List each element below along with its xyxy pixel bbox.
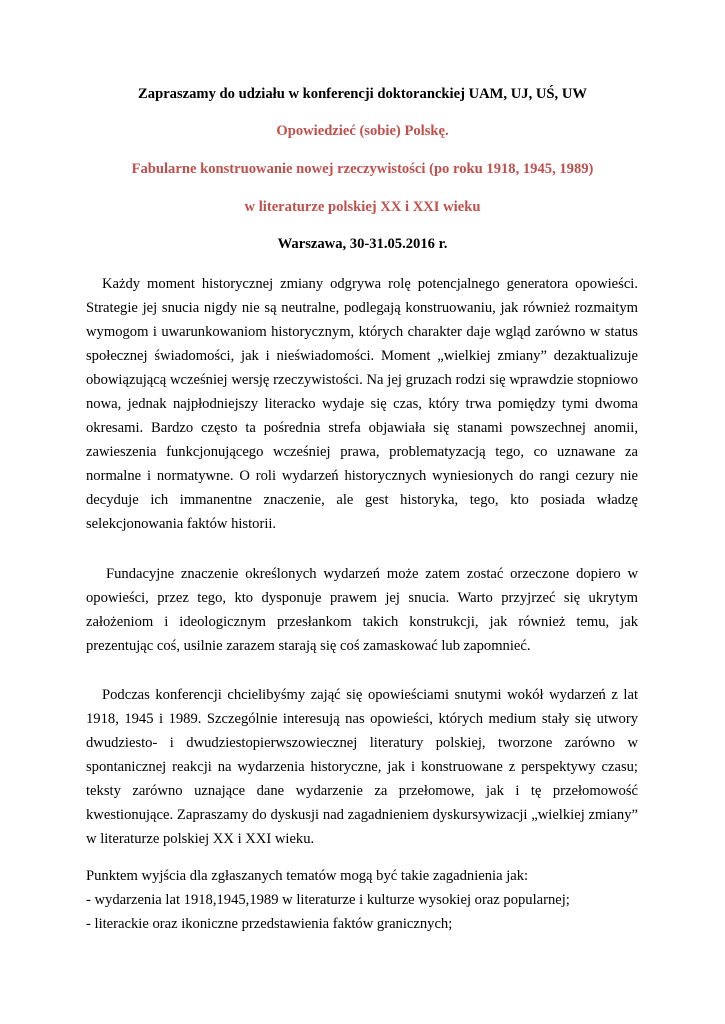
paragraph-2-line: opowieści, przez tego, kto dysponuje prawem jej snucia. Warto przyjrzeć się ukrytym: [86, 590, 638, 606]
paragraph-3-line: dwudziesto- i dwudziestopierwszowiecznej literatury polskiej, tworzone zarówno w: [86, 735, 638, 751]
paragraph-3-line: teksty zarówno uznające dane wydarzenie za przełomowe, jak i tę przełomowość: [86, 783, 638, 799]
topic-item: - literackie oraz ikoniczne przedstawienia faktów granicznych;: [86, 916, 453, 932]
paragraph-1-line: decyduje ich immanentne znaczenie, ale gest historyka, tego, kto posiada władzę: [86, 492, 638, 508]
paragraph-1-line: wymogom i uwarunkowaniom historycznym, których charakter daje wgląd zarówno w status: [86, 324, 638, 340]
paragraph-1-line: zawieszenia funkcjonującego wcześniej prawa, problematyzacją tego, co uznawane za: [86, 444, 638, 460]
paragraph-3-line: Podczas konferencji chcielibyśmy zająć się opowieściami snutymi wokół wydarzeń z lat: [102, 687, 638, 703]
paragraph-1-line: nowa, jednak najpłodniejszy literacko wydaje się czas, który trwa pomiędzy tymi dwoma: [86, 396, 638, 412]
conference-subtitle: Fabularne konstruowanie nowej rzeczywistości (po roku 1918, 1945, 1989): [131, 161, 594, 177]
paragraph-3-line: kwestionujące. Zapraszamy do dyskusji nad zagadnieniem dyskursywizacji „wielkiej zmiany”: [86, 807, 638, 823]
topics-intro: Punktem wyjścia dla zgłaszanych tematów mogą być takie zagadnienia jak:: [86, 868, 529, 884]
paragraph-3-line: spontanicznej reakcji na wydarzenia historyczne, jak i konstruowane z perspektywy czasu;: [86, 759, 638, 775]
conference-title: Opowiedzieć (sobie) Polskę.: [276, 123, 449, 139]
paragraph-3-line: 1918, 1945 i 1989. Szczególnie interesują nas opowieści, których medium stały się utwory: [86, 711, 638, 727]
topic-item: - wydarzenia lat 1918,1945,1989 w literaturze i kulturze wysokiej oraz popularnej;: [86, 892, 570, 908]
paragraph-2-line: Fundacyjne znaczenie określonych wydarzeń może zatem zostać orzeczone dopiero w: [106, 566, 638, 582]
paragraph-2-line: prezentując coś, usilnie zarazem starają się coś zamaskować lub zapomnieć.: [86, 638, 531, 654]
invitation-heading: Zapraszamy do udziału w konferencji doktoranckiej UAM, UJ, UŚ, UW: [138, 86, 587, 102]
paragraph-3-line: w literaturze polskiej XX i XXI wieku.: [86, 831, 315, 847]
conference-subtitle-line2: w literaturze polskiej XX i XXI wieku: [244, 199, 481, 215]
paragraph-1-line: normalne i normatywne. O roli wydarzeń historycznych wyniesionych do rangi cezury nie: [86, 468, 638, 484]
paragraph-1-line: Każdy moment historycznej zmiany odgrywa rolę potencjalnego generatora opowieści.: [102, 276, 638, 292]
paragraph-1-line: obowiązującą wcześniej wersję rzeczywistości. Na jej gruzach rodzi się wprawdzie stopniowo: [86, 372, 638, 388]
paragraph-1-line: społecznej świadomości, jak i nieświadomości. Moment „wielkiej zmiany” dezaktualizuje: [86, 348, 638, 364]
place-and-date: Warszawa, 30-31.05.2016 r.: [277, 236, 448, 252]
paragraph-1-line: Strategie jej snucia nigdy nie są neutralne, podlegają konstruowaniu, jak również rozmaitym: [86, 300, 638, 316]
paragraph-2-line: założeniom i ideologicznym przesłankom takich konstrukcji, jak również temu, jak: [86, 614, 638, 630]
paragraph-1-line: selekcjonowania faktów historii.: [86, 516, 277, 532]
paragraph-1-line: okresami. Bardzo często ta pośrednia strefa objawiała się stanami powszechnej anomii,: [86, 420, 638, 436]
